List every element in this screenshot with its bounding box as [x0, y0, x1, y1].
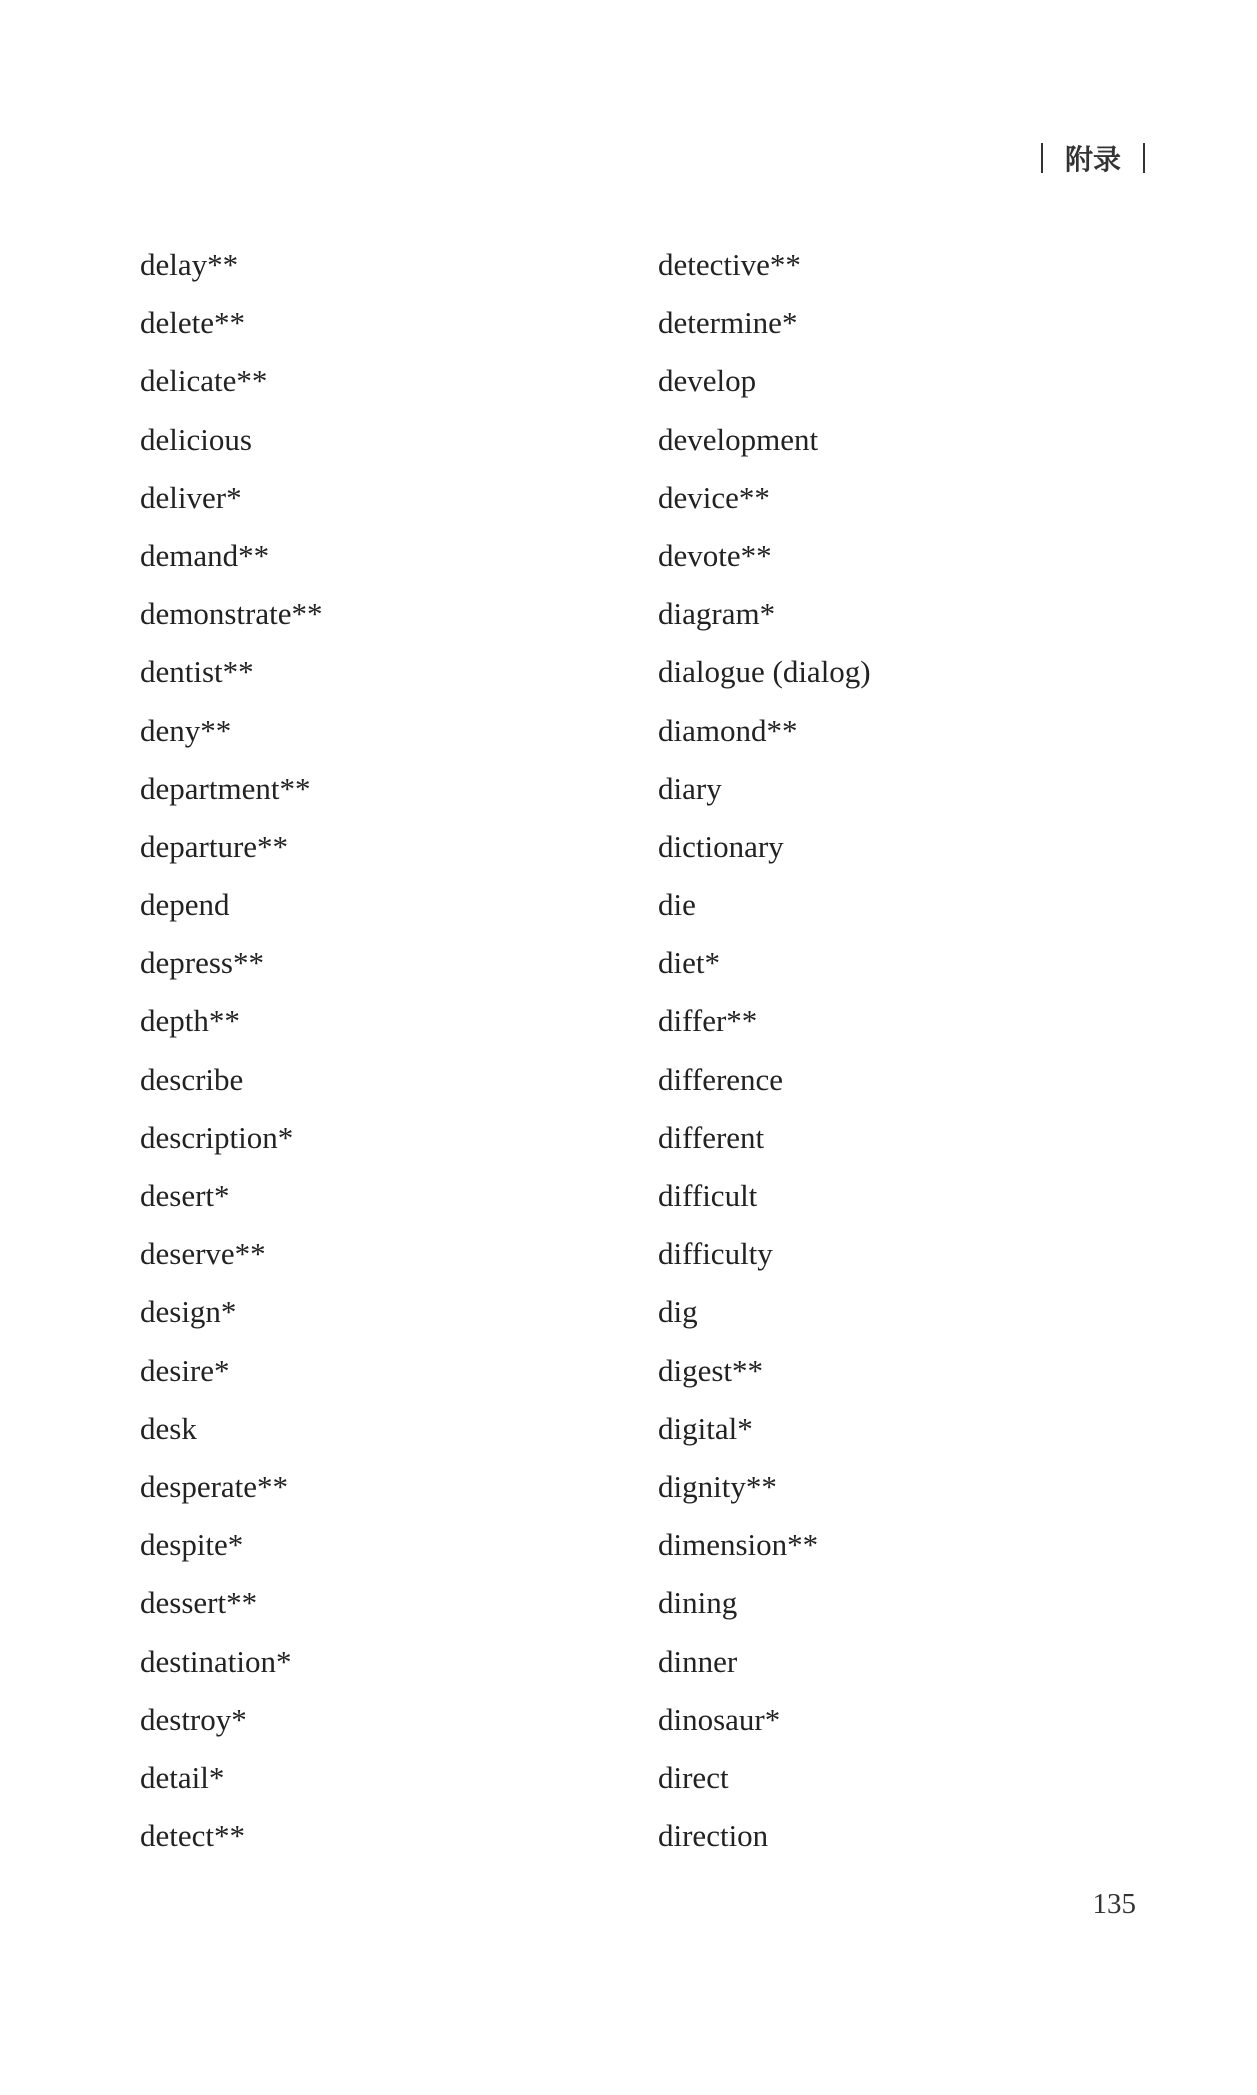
running-header	[1041, 138, 1145, 178]
vocabulary-word: diet*	[658, 945, 720, 981]
section-title: 附录	[1064, 143, 1121, 176]
vocabulary-word: diagram*	[658, 596, 776, 632]
vocabulary-word: desk	[140, 1410, 197, 1446]
vocabulary-word: delicious	[140, 421, 252, 457]
vocabulary-word: digest**	[658, 1352, 764, 1388]
vocabulary-word: difference	[658, 1061, 784, 1097]
vocabulary-word: despite*	[140, 1527, 244, 1563]
vocabulary-word: device**	[658, 479, 770, 515]
vocabulary-word: destination*	[140, 1643, 292, 1679]
vocabulary-word: diary	[658, 770, 722, 806]
vocabulary-word: differ**	[658, 1003, 758, 1039]
header-right-rule	[1143, 143, 1145, 173]
vocabulary-word: delete**	[140, 305, 246, 341]
vocabulary-word: deserve**	[140, 1236, 266, 1272]
vocabulary-word: demand**	[140, 537, 270, 573]
vocabulary-word: direction	[658, 1818, 769, 1854]
vocabulary-word: dining	[658, 1585, 738, 1621]
vocabulary-word: detect**	[140, 1818, 246, 1854]
vocabulary-word: detail*	[140, 1759, 225, 1795]
vocabulary-word: diamond**	[658, 712, 798, 748]
vocabulary-word: departure**	[140, 828, 289, 864]
vocabulary-word: demonstrate**	[140, 596, 323, 632]
vocabulary-word: direct	[658, 1759, 729, 1795]
vocabulary-word: develop	[658, 363, 757, 399]
vocabulary-word: desert*	[140, 1178, 230, 1213]
vocabulary-word: deny**	[140, 712, 232, 748]
vocabulary-word: delay**	[140, 247, 239, 282]
vocabulary-word: dignity**	[658, 1468, 777, 1504]
vocabulary-word: devote**	[658, 537, 772, 573]
vocabulary-word: depth**	[140, 1003, 240, 1039]
vocabulary-word: description*	[140, 1119, 294, 1155]
vocabulary-word: describe	[140, 1061, 244, 1097]
vocabulary-word: determine*	[658, 305, 798, 341]
vocabulary-word: detective**	[658, 247, 801, 282]
header-left-rule	[1041, 143, 1043, 173]
vocabulary-word: difficult	[658, 1178, 758, 1213]
vocabulary-word: dinner	[658, 1643, 738, 1679]
vocabulary-word: delicate**	[140, 363, 268, 399]
vocabulary-word: desire*	[140, 1352, 230, 1388]
vocabulary-word: dimension**	[658, 1527, 819, 1563]
vocabulary-word: design*	[140, 1294, 237, 1330]
vocabulary-word: deliver*	[140, 479, 242, 515]
vocabulary-word: dig	[658, 1294, 698, 1330]
vocabulary-word: destroy*	[140, 1701, 247, 1737]
left-word-column	[140, 236, 323, 1865]
vocabulary-word: dentist**	[140, 654, 254, 690]
vocabulary-word: department**	[140, 770, 311, 806]
page-number: 135	[1092, 1888, 1136, 1920]
vocabulary-word: depress**	[140, 945, 264, 981]
vocabulary-word: different	[658, 1119, 765, 1155]
vocabulary-word: dictionary	[658, 828, 784, 864]
vocabulary-word: dinosaur*	[658, 1701, 781, 1737]
vocabulary-word: die	[658, 887, 696, 923]
vocabulary-word: development	[658, 421, 819, 457]
vocabulary-word: depend	[140, 887, 230, 923]
vocabulary-word: digital*	[658, 1410, 753, 1446]
vocabulary-word: dessert**	[140, 1585, 258, 1621]
vocabulary-word: desperate**	[140, 1468, 289, 1504]
right-word-column	[658, 236, 871, 1865]
vocabulary-word: difficulty	[658, 1236, 773, 1272]
vocabulary-word: dialogue (dialog)	[658, 654, 871, 690]
